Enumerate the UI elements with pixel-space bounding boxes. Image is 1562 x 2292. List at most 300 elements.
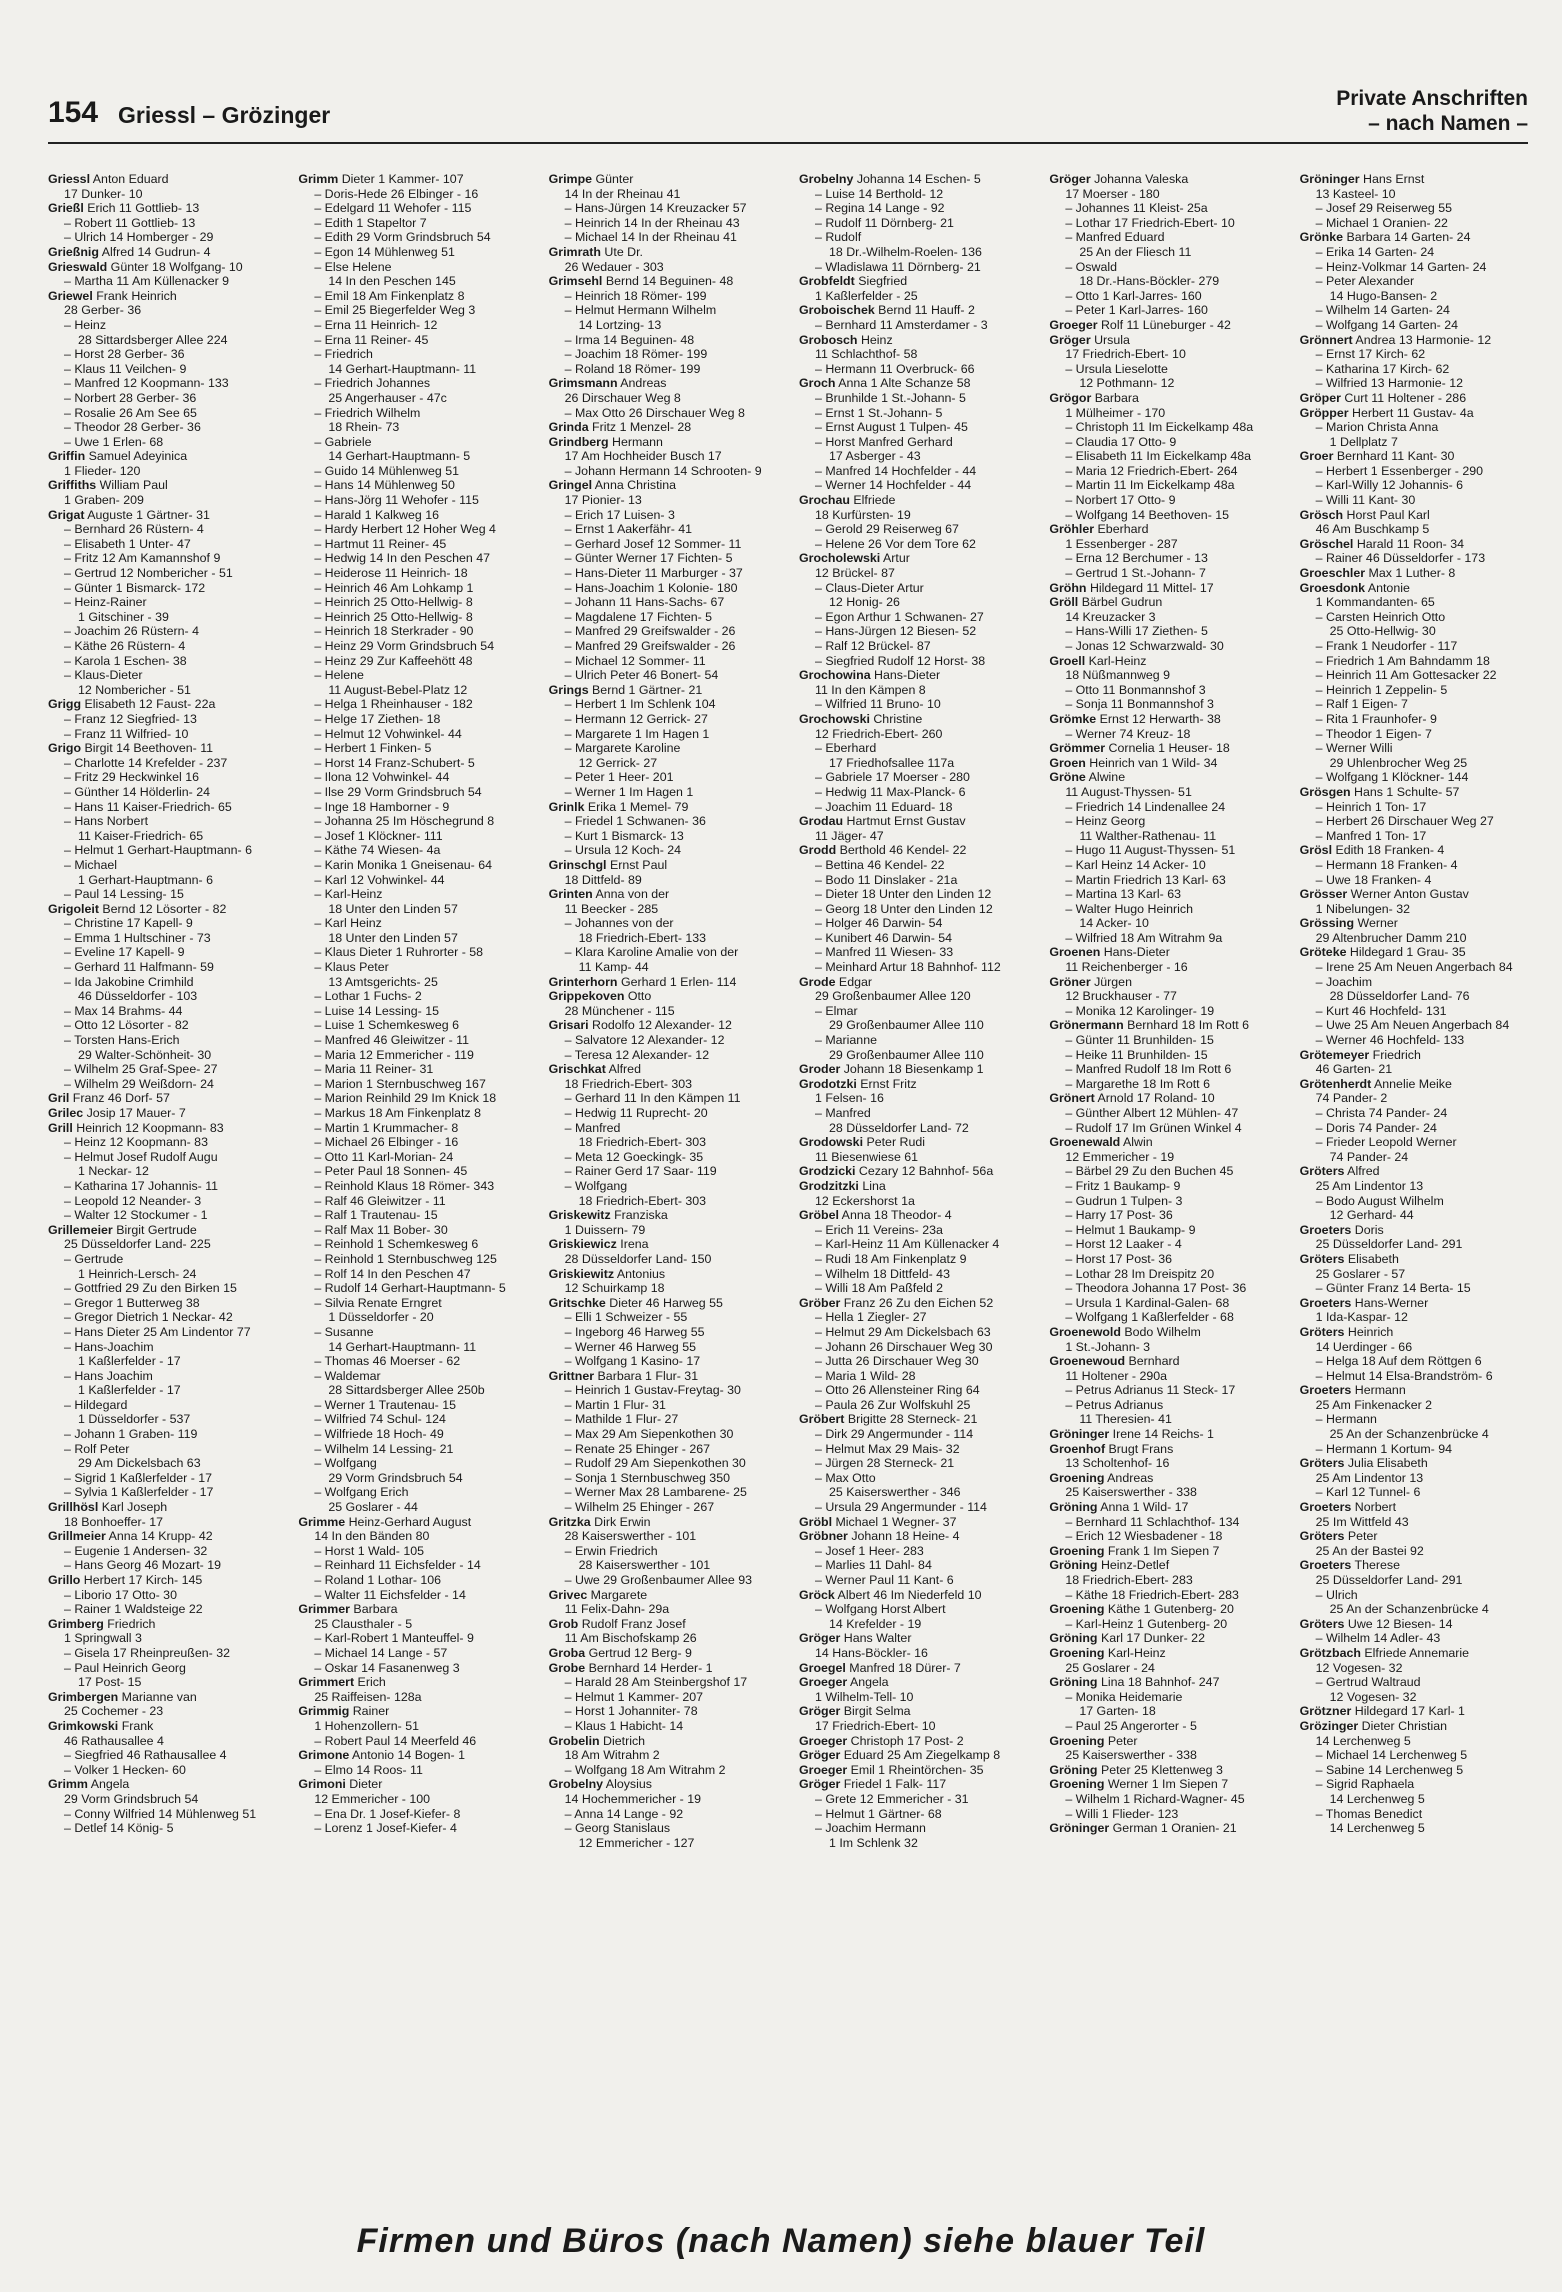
directory-entry bbox=[48, 727, 276, 742]
directory-entry bbox=[48, 916, 276, 931]
directory-entry bbox=[1049, 829, 1277, 844]
entry-text: – Regina 14 Lange - 92 bbox=[814, 201, 945, 216]
entry-text: – Ingeborg 46 Harweg 55 bbox=[564, 1324, 705, 1339]
directory-entry bbox=[1049, 1646, 1277, 1661]
entry-text: – Reinhold Klaus 18 Römer- 343 bbox=[314, 1178, 495, 1193]
directory-entry bbox=[1300, 1004, 1528, 1019]
entry-text: – Else Helene bbox=[314, 259, 392, 274]
entry-text: 1 Düsseldorfer - 20 bbox=[328, 1310, 434, 1325]
entry-text: – Rolf 14 In den Peschen 47 bbox=[314, 1266, 471, 1281]
entry-text: – Hans-Jürgen 14 Kreuzacker 57 bbox=[564, 201, 747, 216]
entry-text: Ursula bbox=[1090, 332, 1130, 347]
entry-text: 17 Asberger - 43 bbox=[828, 449, 921, 464]
entry-text: Heinrich 12 Koopmann- 83 bbox=[72, 1120, 224, 1135]
directory-entry bbox=[1049, 1106, 1277, 1121]
directory-entry bbox=[549, 478, 777, 493]
entry-text: Karl Joseph bbox=[98, 1500, 168, 1515]
directory-entry bbox=[298, 1675, 526, 1690]
directory-entry bbox=[298, 989, 526, 1004]
entry-text: 25 Goslarer - 44 bbox=[328, 1500, 418, 1515]
directory-entry bbox=[1049, 1588, 1277, 1603]
directory-entry bbox=[298, 1690, 526, 1705]
surname: Griskewitz bbox=[548, 1208, 611, 1223]
entry-text: Birgit Selma bbox=[840, 1704, 911, 1719]
directory-entry bbox=[298, 1748, 526, 1763]
directory-entry bbox=[1300, 887, 1528, 902]
entry-text: – Helga 1 Rheinhauser - 182 bbox=[314, 697, 473, 712]
directory-entry bbox=[1049, 1529, 1277, 1544]
entry-text: – Rudolf bbox=[814, 230, 862, 245]
entry-text: – Karin Monika 1 Gneisenau- 64 bbox=[314, 857, 493, 872]
entry-text: – Heinrich 18 Sterkrader - 90 bbox=[314, 624, 474, 639]
directory-entry bbox=[549, 785, 777, 800]
directory-entry bbox=[298, 1456, 526, 1471]
entry-text: – Meinhard Artur 18 Bahnhof- 112 bbox=[814, 960, 1001, 975]
directory-entry bbox=[298, 1164, 526, 1179]
entry-text: 25 An der Fliesch 11 bbox=[1079, 244, 1192, 259]
entry-text: Arnold 17 Roland- 10 bbox=[1094, 1091, 1215, 1106]
directory-entry bbox=[549, 1252, 777, 1267]
entry-text: – Georg Stanislaus bbox=[564, 1821, 671, 1836]
surname: Grodotzki bbox=[798, 1076, 857, 1091]
surname: Grögor bbox=[1049, 390, 1092, 405]
surname: Gröll bbox=[1049, 595, 1079, 610]
surname: Grodzicki bbox=[798, 1164, 856, 1179]
directory-entry bbox=[549, 1208, 777, 1223]
directory-entry bbox=[298, 595, 526, 610]
entry-text: 12 Schuirkamp 18 bbox=[564, 1281, 665, 1296]
directory-entry bbox=[549, 406, 777, 421]
directory-entry bbox=[1049, 1763, 1277, 1778]
directory-entry bbox=[298, 493, 526, 508]
directory-entry bbox=[48, 887, 276, 902]
entry-text: – Klaus Peter bbox=[314, 960, 389, 975]
directory-entry bbox=[1300, 303, 1528, 318]
directory-entry bbox=[1049, 1179, 1277, 1194]
entry-text: Irena bbox=[616, 1237, 649, 1252]
surname: Griskiewitz bbox=[548, 1266, 615, 1281]
entry-text: 25 Kaiserswerther - 346 bbox=[828, 1485, 961, 1500]
directory-entry bbox=[549, 916, 777, 931]
entry-text: 25 An der Schanzenbrücke 4 bbox=[1329, 1602, 1489, 1617]
surname: Grimsehl bbox=[548, 274, 603, 289]
directory-entry bbox=[298, 1398, 526, 1413]
directory-entry bbox=[298, 551, 526, 566]
surname: Gröninger bbox=[1049, 1821, 1110, 1836]
surname: Gröhler bbox=[1049, 522, 1095, 537]
entry-text: – Marion 1 Sternbuschweg 167 bbox=[314, 1076, 486, 1091]
entry-text: 18 Rhein- 73 bbox=[328, 420, 400, 435]
surname: Grisari bbox=[548, 1018, 589, 1033]
surname: Grode bbox=[798, 974, 836, 989]
directory-entry bbox=[799, 362, 1027, 377]
directory-entry bbox=[298, 1223, 526, 1238]
directory-entry bbox=[799, 508, 1027, 523]
directory-entry bbox=[799, 1792, 1027, 1807]
entry-text: 11 Biesenwiese 61 bbox=[814, 1149, 919, 1164]
surname: Grochowski bbox=[798, 711, 870, 726]
entry-text: – Jürgen 28 Sterneck- 21 bbox=[814, 1456, 955, 1471]
entry-text: Lina bbox=[858, 1178, 886, 1193]
directory-entry bbox=[298, 289, 526, 304]
entry-text: – Walter Hugo Heinrich bbox=[1065, 901, 1193, 916]
directory-entry bbox=[1300, 873, 1528, 888]
entry-text: – Maria 12 Emmericher - 119 bbox=[314, 1047, 474, 1062]
entry-text: 1 Heinrich-Lersch- 24 bbox=[78, 1266, 197, 1281]
directory-entry bbox=[48, 1179, 276, 1194]
entry-text: Albert 46 Im Niederfeld 10 bbox=[834, 1587, 982, 1602]
directory-entry bbox=[1049, 887, 1277, 902]
surname: Gröck bbox=[798, 1587, 835, 1602]
directory-entry bbox=[48, 1675, 276, 1690]
directory-entry bbox=[298, 1573, 526, 1588]
directory-entry bbox=[1049, 1164, 1277, 1179]
directory-entry bbox=[549, 376, 777, 391]
entry-text: 18 Dittfeld- 89 bbox=[564, 872, 642, 887]
surname: Grimpe bbox=[548, 172, 593, 186]
directory-entry bbox=[48, 1734, 276, 1749]
directory-entry bbox=[1049, 566, 1277, 581]
entry-text: – Manfred 46 Gleiwitzer - 11 bbox=[314, 1033, 470, 1048]
surname: Grieswald bbox=[48, 259, 108, 274]
entry-text: Werner 1 Im Siepen 7 bbox=[1104, 1777, 1229, 1792]
entry-text: – Martin Friedrich 13 Karl- 63 bbox=[1065, 872, 1226, 887]
entry-text: – Manfred Rudolf 18 Im Rott 6 bbox=[1065, 1062, 1232, 1077]
directory-entry bbox=[1049, 230, 1277, 245]
entry-text: 29 Großenbaumer Allee 110 bbox=[828, 1018, 984, 1033]
directory-entry bbox=[1300, 1631, 1528, 1646]
entry-text: Berthold 46 Kendel- 22 bbox=[836, 843, 967, 858]
entry-text: 18 Dr.-Wilhelm-Roelen- 136 bbox=[828, 244, 982, 259]
entry-text: Hans 1 Schulte- 57 bbox=[1350, 784, 1460, 799]
entry-text: Antonie bbox=[1365, 580, 1410, 595]
entry-text: – Manfred 29 Greifswalder - 26 bbox=[564, 639, 736, 653]
directory-entry bbox=[549, 260, 777, 275]
directory-entry bbox=[549, 1719, 777, 1734]
directory-entry bbox=[298, 449, 526, 464]
entry-text: – Rita 1 Fraunhofer- 9 bbox=[1315, 711, 1437, 726]
directory-entry bbox=[1049, 1310, 1277, 1325]
entry-text: Herbert 11 Gustav- 4a bbox=[1348, 405, 1474, 420]
directory-entry bbox=[298, 333, 526, 348]
directory-entry bbox=[1049, 610, 1277, 625]
entry-text: Dieter bbox=[345, 1777, 383, 1792]
entry-text: 1 Kommandanten- 65 bbox=[1315, 595, 1435, 610]
entry-text: – Johann Hermann 14 Schrooten- 9 bbox=[564, 463, 762, 478]
entry-text: 14 Lortzing- 13 bbox=[578, 317, 662, 332]
directory-entry bbox=[799, 1281, 1027, 1296]
surname: Groeters bbox=[1299, 1383, 1352, 1398]
directory-entry bbox=[48, 1062, 276, 1077]
directory-entry bbox=[48, 1310, 276, 1325]
entry-text: – Marion Reinhild 29 Im Knick 18 bbox=[314, 1091, 497, 1106]
entry-text: Franziska bbox=[610, 1208, 668, 1223]
entry-text: 17 Friedhofsallee 117a bbox=[828, 755, 955, 770]
directory-entry bbox=[1049, 303, 1277, 318]
page-number: 154 bbox=[48, 96, 99, 129]
surname: Grobelny bbox=[548, 1777, 604, 1792]
directory-entry bbox=[48, 1106, 276, 1121]
entry-text: 11 August-Bebel-Platz 12 bbox=[328, 682, 468, 697]
directory-entry bbox=[1049, 581, 1277, 596]
directory-entry bbox=[298, 201, 526, 216]
entry-text: – Wilfried 11 Bruno- 10 bbox=[814, 697, 941, 712]
directory-entry bbox=[298, 172, 526, 187]
entry-text: 18 Friedrich-Ebert- 283 bbox=[1065, 1573, 1193, 1587]
entry-text: – Kurt 1 Bismarck- 13 bbox=[564, 828, 684, 843]
directory-entry bbox=[298, 741, 526, 756]
entry-text: Heinz-Detlef bbox=[1097, 1558, 1170, 1573]
entry-text: – Holger 46 Darwin- 54 bbox=[814, 916, 943, 931]
entry-text: – Horst 1 Johanniter- 78 bbox=[564, 1704, 698, 1719]
directory-entry bbox=[298, 1091, 526, 1106]
surname: Gröteke bbox=[1299, 945, 1347, 960]
entry-text: Jürgen bbox=[1090, 974, 1132, 989]
surname: Griffin bbox=[48, 449, 86, 464]
entry-text: – Heinrich 14 In der Rheinau 43 bbox=[564, 215, 740, 230]
entry-text: – Helga 18 Auf dem Röttgen 6 bbox=[1315, 1354, 1482, 1369]
entry-text: – Susanne bbox=[314, 1324, 374, 1339]
directory-entry bbox=[549, 1106, 777, 1121]
entry-text: – Heinrich 1 Zeppelin- 5 bbox=[1315, 682, 1448, 697]
entry-text: – Willi 18 Am Paßfeld 2 bbox=[814, 1281, 944, 1296]
directory-entry bbox=[48, 1719, 276, 1734]
surname: Grimmig bbox=[298, 1704, 350, 1719]
entry-text: – Margarethe 18 Im Rott 6 bbox=[1065, 1076, 1210, 1091]
entry-text: Dieter Christian bbox=[1358, 1718, 1448, 1733]
surname: Gröger bbox=[1049, 172, 1091, 186]
entry-text: – Johannes von der bbox=[564, 916, 674, 931]
surname: Grigo bbox=[48, 741, 82, 756]
directory-entry bbox=[799, 945, 1027, 960]
directory-entry bbox=[48, 406, 276, 421]
entry-text: – Otto 11 Karl-Morian- 24 bbox=[314, 1149, 454, 1164]
directory-entry bbox=[1049, 1690, 1277, 1705]
entry-text: – Johann 11 Hans-Sachs- 67 bbox=[564, 595, 725, 610]
directory-entry bbox=[298, 1777, 526, 1792]
entry-text: – Manfred 14 Hochfelder - 44 bbox=[814, 463, 977, 478]
surname: Grimberg bbox=[48, 1616, 104, 1631]
surname: Gröters bbox=[1299, 1616, 1345, 1631]
entry-text: – Ernst August 1 Tulpen- 45 bbox=[814, 420, 968, 435]
entry-text: – Werner Paul 11 Kant- 6 bbox=[814, 1573, 954, 1587]
directory-entry bbox=[799, 858, 1027, 873]
directory-entry bbox=[298, 960, 526, 975]
directory-entry bbox=[48, 566, 276, 581]
entry-text: Hans-Werner bbox=[1351, 1295, 1429, 1310]
directory-entry bbox=[549, 1792, 777, 1807]
directory-entry bbox=[48, 260, 276, 275]
entry-text: – Marion Christa Anna bbox=[1315, 420, 1439, 435]
directory-entry bbox=[1300, 800, 1528, 815]
entry-text: – Gottfried 29 Zu den Birken 15 bbox=[64, 1281, 237, 1296]
entry-text: – Klara Karoline Amalie von der bbox=[564, 945, 739, 960]
directory-entry bbox=[48, 1573, 276, 1588]
surname: Grösl bbox=[1299, 843, 1333, 858]
surname: Grönermann bbox=[1049, 1018, 1124, 1033]
entry-text: – Karl-Heinz bbox=[314, 887, 383, 902]
directory-entry bbox=[799, 697, 1027, 712]
entry-text: – Max Otto 26 Dirschauer Weg 8 bbox=[564, 405, 745, 420]
directory-entry bbox=[1300, 1106, 1528, 1121]
entry-text: Anna 1 Wild- 17 bbox=[1097, 1500, 1189, 1515]
directory-entry bbox=[549, 566, 777, 581]
entry-text: 11 Felix-Dahn- 29a bbox=[564, 1602, 670, 1617]
directory-entry bbox=[48, 581, 276, 596]
directory-entry bbox=[799, 989, 1027, 1004]
entry-text: – Inge 18 Hamborner - 9 bbox=[314, 799, 450, 814]
entry-text: Hartmut Ernst Gustav bbox=[843, 814, 966, 829]
entry-text: 11 Beecker - 285 bbox=[564, 901, 659, 916]
entry-text: – Martin 1 Krummacher- 8 bbox=[314, 1120, 459, 1135]
entry-text: – Günter Werner 17 Fichten- 5 bbox=[564, 551, 733, 566]
entry-text: 1 Ida-Kaspar- 12 bbox=[1315, 1310, 1408, 1325]
entry-text: 14 In der Rheinau 41 bbox=[564, 186, 681, 201]
directory-entry bbox=[549, 1646, 777, 1661]
directory-entry bbox=[799, 1544, 1027, 1559]
entry-text: – Manfred Eduard bbox=[1065, 230, 1165, 245]
entry-text: – Hans-Jürgen 12 Biesen- 52 bbox=[814, 624, 977, 639]
directory-entry bbox=[799, 1179, 1027, 1194]
directory-entry bbox=[549, 595, 777, 610]
directory-entry bbox=[298, 1704, 526, 1719]
directory-entry bbox=[48, 624, 276, 639]
directory-entry bbox=[48, 1004, 276, 1019]
entry-text: – Friedrich bbox=[314, 347, 373, 362]
entry-text: Peter bbox=[1344, 1529, 1378, 1544]
entry-text: – Volker 1 Hecken- 60 bbox=[64, 1762, 186, 1777]
directory-entry bbox=[1300, 1077, 1528, 1092]
directory-entry bbox=[1049, 814, 1277, 829]
entry-text: 18 Unter den Linden 57 bbox=[328, 901, 458, 916]
directory-entry bbox=[799, 551, 1027, 566]
directory-entry bbox=[799, 1646, 1027, 1661]
directory-entry bbox=[1300, 1310, 1528, 1325]
entry-text: Brugt Frans bbox=[1105, 1441, 1174, 1456]
entry-text: – Karl-Heinz 11 Am Küllenacker 4 bbox=[814, 1237, 1000, 1252]
directory-entry bbox=[298, 683, 526, 698]
entry-text: – Peter Alexander bbox=[1315, 274, 1415, 289]
directory-entry bbox=[799, 216, 1027, 231]
entry-text: – Harry 17 Post- 36 bbox=[1065, 1208, 1173, 1223]
directory-entry bbox=[48, 1150, 276, 1165]
entry-text: – Conny Wilfried 14 Mühlenweg 51 bbox=[64, 1806, 257, 1821]
directory-entry bbox=[799, 595, 1027, 610]
directory-entry bbox=[1049, 624, 1277, 639]
entry-text: 11 Walther-Rathenau- 11 bbox=[1079, 828, 1217, 843]
entry-text: – Johann 1 Graben- 119 bbox=[64, 1427, 198, 1442]
entry-text: – Werner 1 Im Hagen 1 bbox=[564, 784, 694, 799]
entry-text: Franz 26 Zu den Eichen 52 bbox=[840, 1295, 994, 1310]
entry-text: – Ursula 1 Kardinal-Galen- 68 bbox=[1065, 1295, 1230, 1310]
directory-entry bbox=[298, 1018, 526, 1033]
directory-entry bbox=[1300, 1340, 1528, 1355]
entry-text: Edith 18 Franken- 4 bbox=[1332, 843, 1445, 858]
surname: Groen bbox=[1049, 755, 1086, 770]
directory-entry bbox=[298, 187, 526, 202]
surname: Gröhn bbox=[1049, 580, 1087, 595]
directory-entry bbox=[549, 1500, 777, 1515]
directory-entry bbox=[48, 362, 276, 377]
surname: Grocholewski bbox=[798, 551, 881, 566]
entry-text: – Rolf Peter bbox=[64, 1441, 130, 1456]
directory-entry bbox=[799, 1690, 1027, 1705]
directory-entry bbox=[1049, 1573, 1277, 1588]
entry-text: – Heinz 29 Vorm Grindsbruch 54 bbox=[314, 639, 495, 653]
entry-text: – Willi 1 Flieder- 123 bbox=[1065, 1806, 1179, 1821]
entry-text: – Horst 17 Post- 36 bbox=[1065, 1251, 1173, 1266]
directory-entry bbox=[549, 1369, 777, 1384]
entry-text: Friedrich bbox=[1369, 1047, 1421, 1062]
entry-text: – Luise 14 Lessing- 15 bbox=[314, 1003, 440, 1018]
directory-entry bbox=[799, 1223, 1027, 1238]
directory-entry bbox=[298, 1821, 526, 1836]
entry-text: Eberhard bbox=[1094, 522, 1149, 537]
surname: Grönke bbox=[1299, 230, 1344, 245]
entry-text: – Maria 1 Wild- 28 bbox=[814, 1368, 916, 1383]
entry-text: Frank 1 Im Siepen 7 bbox=[1104, 1543, 1220, 1558]
entry-text: – Robert 11 Gottlieb- 13 bbox=[64, 215, 196, 230]
directory-entry bbox=[298, 668, 526, 683]
directory-entry bbox=[1049, 931, 1277, 946]
directory-entry bbox=[48, 303, 276, 318]
directory-entry bbox=[1300, 230, 1528, 245]
directory-entry bbox=[298, 1529, 526, 1544]
directory-entry bbox=[48, 1135, 276, 1150]
entry-text: – Erwin Friedrich bbox=[564, 1543, 658, 1558]
directory-entry bbox=[549, 668, 777, 683]
entry-text: 28 Münchener - 115 bbox=[564, 1003, 675, 1018]
section-title-line1: Private Anschriften bbox=[1336, 87, 1528, 110]
directory-entry bbox=[799, 727, 1027, 742]
entry-text: 25 Kaiserswerther - 338 bbox=[1065, 1485, 1197, 1500]
entry-text: – Katharina 17 Kirch- 62 bbox=[1315, 361, 1450, 376]
entry-text: – Helmut 14 Elsa-Brandström- 6 bbox=[1315, 1368, 1493, 1383]
entry-text: Dieter 1 Kammer- 107 bbox=[338, 172, 464, 186]
entry-text: Frank bbox=[118, 1718, 154, 1733]
directory-entry bbox=[298, 873, 526, 888]
directory-entry bbox=[48, 1631, 276, 1646]
directory-entry bbox=[1300, 1062, 1528, 1077]
directory-entry bbox=[549, 1194, 777, 1209]
entry-text: 25 Goslarer - 24 bbox=[1065, 1660, 1155, 1675]
directory-entry bbox=[1049, 1558, 1277, 1573]
directory-entry bbox=[1300, 945, 1528, 960]
surname: Groeters bbox=[1299, 1558, 1352, 1573]
directory-entry bbox=[298, 770, 526, 785]
entry-text: – Wilhelm 14 Adler- 43 bbox=[1315, 1631, 1441, 1646]
directory-entry bbox=[1300, 1135, 1528, 1150]
directory-entry bbox=[549, 1354, 777, 1369]
entry-text: – Leopold 12 Neander- 3 bbox=[64, 1193, 202, 1208]
surname: Grötenherdt bbox=[1299, 1076, 1372, 1091]
entry-text: – Bärbel 29 Zu den Buchen 45 bbox=[1065, 1164, 1234, 1179]
entry-text: Otto bbox=[624, 989, 652, 1004]
entry-text: – Sabine 14 Lerchenweg 5 bbox=[1315, 1762, 1464, 1777]
directory-entry bbox=[799, 522, 1027, 537]
directory-entry bbox=[799, 1062, 1027, 1077]
entry-text: 11 Theresien- 41 bbox=[1079, 1412, 1172, 1427]
entry-text: – Wolfgang 1 Kaßlerfelder - 68 bbox=[1065, 1310, 1234, 1325]
entry-text: 13 Amtsgerichts- 25 bbox=[328, 974, 438, 989]
entry-text: 12 Emmericher - 19 bbox=[1065, 1149, 1175, 1164]
directory-entry bbox=[549, 1164, 777, 1179]
directory-entry bbox=[1300, 1383, 1528, 1398]
directory-entry bbox=[48, 712, 276, 727]
entry-text: 17 Garten- 18 bbox=[1079, 1704, 1156, 1719]
entry-text: – Erna 11 Reiner- 45 bbox=[314, 332, 429, 347]
directory-entry bbox=[298, 1617, 526, 1632]
